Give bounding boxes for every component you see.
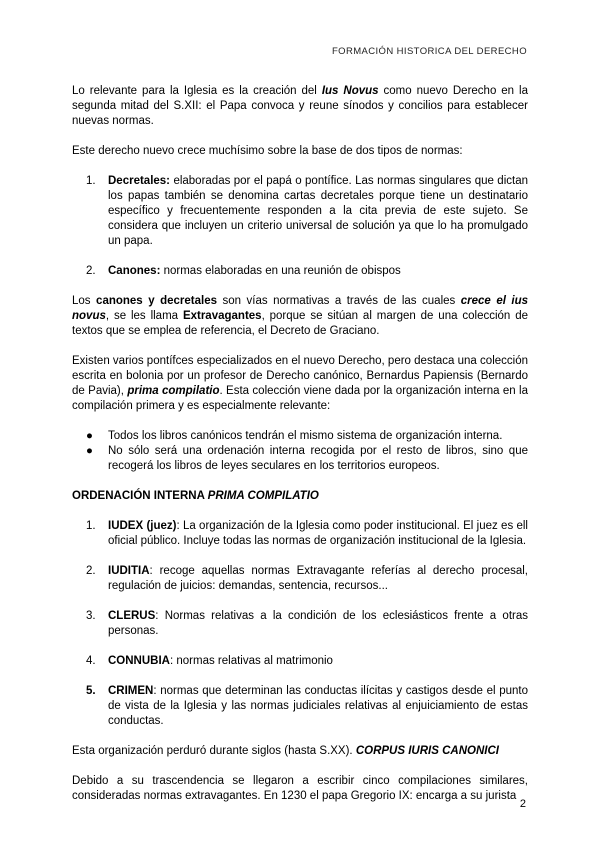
text: Los <box>72 295 97 307</box>
list-number: 2. <box>86 565 96 577</box>
bullet-icon: ● <box>86 430 93 442</box>
corpus-term: CORPUS IURIS CANONICI <box>355 745 499 757</box>
ius-novus-term: Ius Novus <box>321 85 379 97</box>
bullet-icon: ● <box>86 445 93 457</box>
page-number: 2 <box>519 798 526 810</box>
list-number: 4. <box>86 655 96 667</box>
text: Esta organización perduró durante siglos (hasta S.XX). <box>72 745 356 757</box>
list-term: Decretales: <box>108 175 171 187</box>
paragraph-extravagantes <box>72 294 528 339</box>
list-term: CLERUS <box>108 610 156 622</box>
text: son vías normativas a través de las cuales <box>217 295 461 307</box>
text: . Esta colección viene dada por la organización interna en la compilación primera y es especialmente relevante: <box>72 385 528 412</box>
list-number: 1. <box>86 520 96 532</box>
paragraph-ius-novus <box>72 84 528 129</box>
bold-italic-term: crece el ius novus <box>72 295 529 322</box>
heading-text: ORDENACIÓN INTERNA <box>72 490 208 502</box>
list-term: CRIMEN <box>108 685 154 697</box>
list-item-iuditia <box>72 564 528 594</box>
list-item-iudex <box>72 519 528 549</box>
document-body <box>72 84 528 804</box>
list-text: : normas que determinan las conductas ilícitas y castigos desde el punto de vista de la Iglesia y las normas judiciales relativas al enjuiciamiento de estas conductas. <box>108 685 528 727</box>
paragraph-two-types: Este derecho nuevo crece muchísimo sobre la base de dos tipos de normas: <box>72 145 463 157</box>
bullet-text: No sólo será una ordenación interna recogida por el resto de libros, sino que recogerá los libros de leyes seculares en los territorios europeos. <box>108 445 528 472</box>
list-item-canones <box>72 264 528 279</box>
bullet-item <box>72 444 528 474</box>
norm-types-list <box>72 174 528 279</box>
list-text: : Normas relativas a la condición de los eclesiásticos frente a otras personas. <box>108 610 528 637</box>
list-number: 3. <box>86 610 96 622</box>
list-number: 2. <box>86 265 96 277</box>
bullet-list <box>72 429 528 474</box>
section-heading <box>72 489 528 504</box>
bullet-item <box>72 429 528 444</box>
text: Existen varios pontífces especializados en el nuevo Derecho, pero destaca una colección escrita en bolonia por un profesor de Derecho canónico, Bernardus Papiensis (Bernardo de Pavia), <box>72 355 528 397</box>
list-item-decretales <box>72 174 528 249</box>
text: , porque se sitúan al margen de una colección de textos que se emplea de referencia, el Decreto de Graciano. <box>72 310 528 337</box>
text: , se les llama <box>105 310 183 322</box>
list-term: IUDITIA <box>108 565 150 577</box>
list-term: IUDEX (juez) <box>108 520 177 532</box>
bold-term: Extravagantes <box>182 310 262 322</box>
heading-italic: PRIMA COMPILATIO <box>207 490 319 502</box>
paragraph-compilaciones: Debido a su trascendencia se llegaron a escribir cinco compilaciones similares, consideradas normas extravagantes. En 1230 el papa Gregorio IX: encarga a su jurista <box>72 775 528 802</box>
list-number: 5. <box>86 685 96 697</box>
list-text: normas elaboradas en una reunión de obispos <box>160 265 401 277</box>
list-number: 1. <box>86 175 96 187</box>
organization-list <box>72 519 528 729</box>
list-term: CONNUBIA <box>108 655 170 667</box>
bold-term: canones y decretales <box>96 295 217 307</box>
list-item-connubia <box>72 654 528 669</box>
bullet-text: Todos los libros canónicos tendrán el mismo sistema de organización interna. <box>108 430 503 442</box>
list-text: : recoge aquellas normas Extravagante referías al derecho procesal, regulación de juicios: demandas, sentencia, recursos... <box>108 565 528 592</box>
list-term: Canones: <box>108 265 161 277</box>
prima-compilatio-term: prima compilatio <box>127 385 220 397</box>
paragraph-corpus <box>72 744 528 759</box>
list-text: : normas relativas al matrimonio <box>169 655 333 667</box>
list-item-crimen <box>72 684 528 729</box>
running-header: FORMACIÓN HISTORICA DEL DERECHO <box>331 46 527 57</box>
list-text: : La organización de la Iglesia como poder institucional. El juez es ell oficial público. Incluye todas las normas de organización institucional de la Iglesia. <box>108 520 528 547</box>
list-text: elaboradas por el papá o pontífice. Las normas singulares que dictan los papas también se denomina cartas decretales porque tiene un destinatario específico y frecuentemente responden a la cita previa de este sujeto. Se considera que incluyen un criterio universal de solución ya que lo ha promulgado un papa. <box>108 175 528 247</box>
text: como nuevo Derecho en la segunda mitad del S.XII: el Papa convoca y reune sínodos y concilios para establecer nuevas normas. <box>72 85 528 127</box>
paragraph-prima-compilatio <box>72 354 528 414</box>
text: Lo relevante para la Iglesia es la creación del <box>72 85 322 97</box>
list-item-clerus <box>72 609 528 639</box>
